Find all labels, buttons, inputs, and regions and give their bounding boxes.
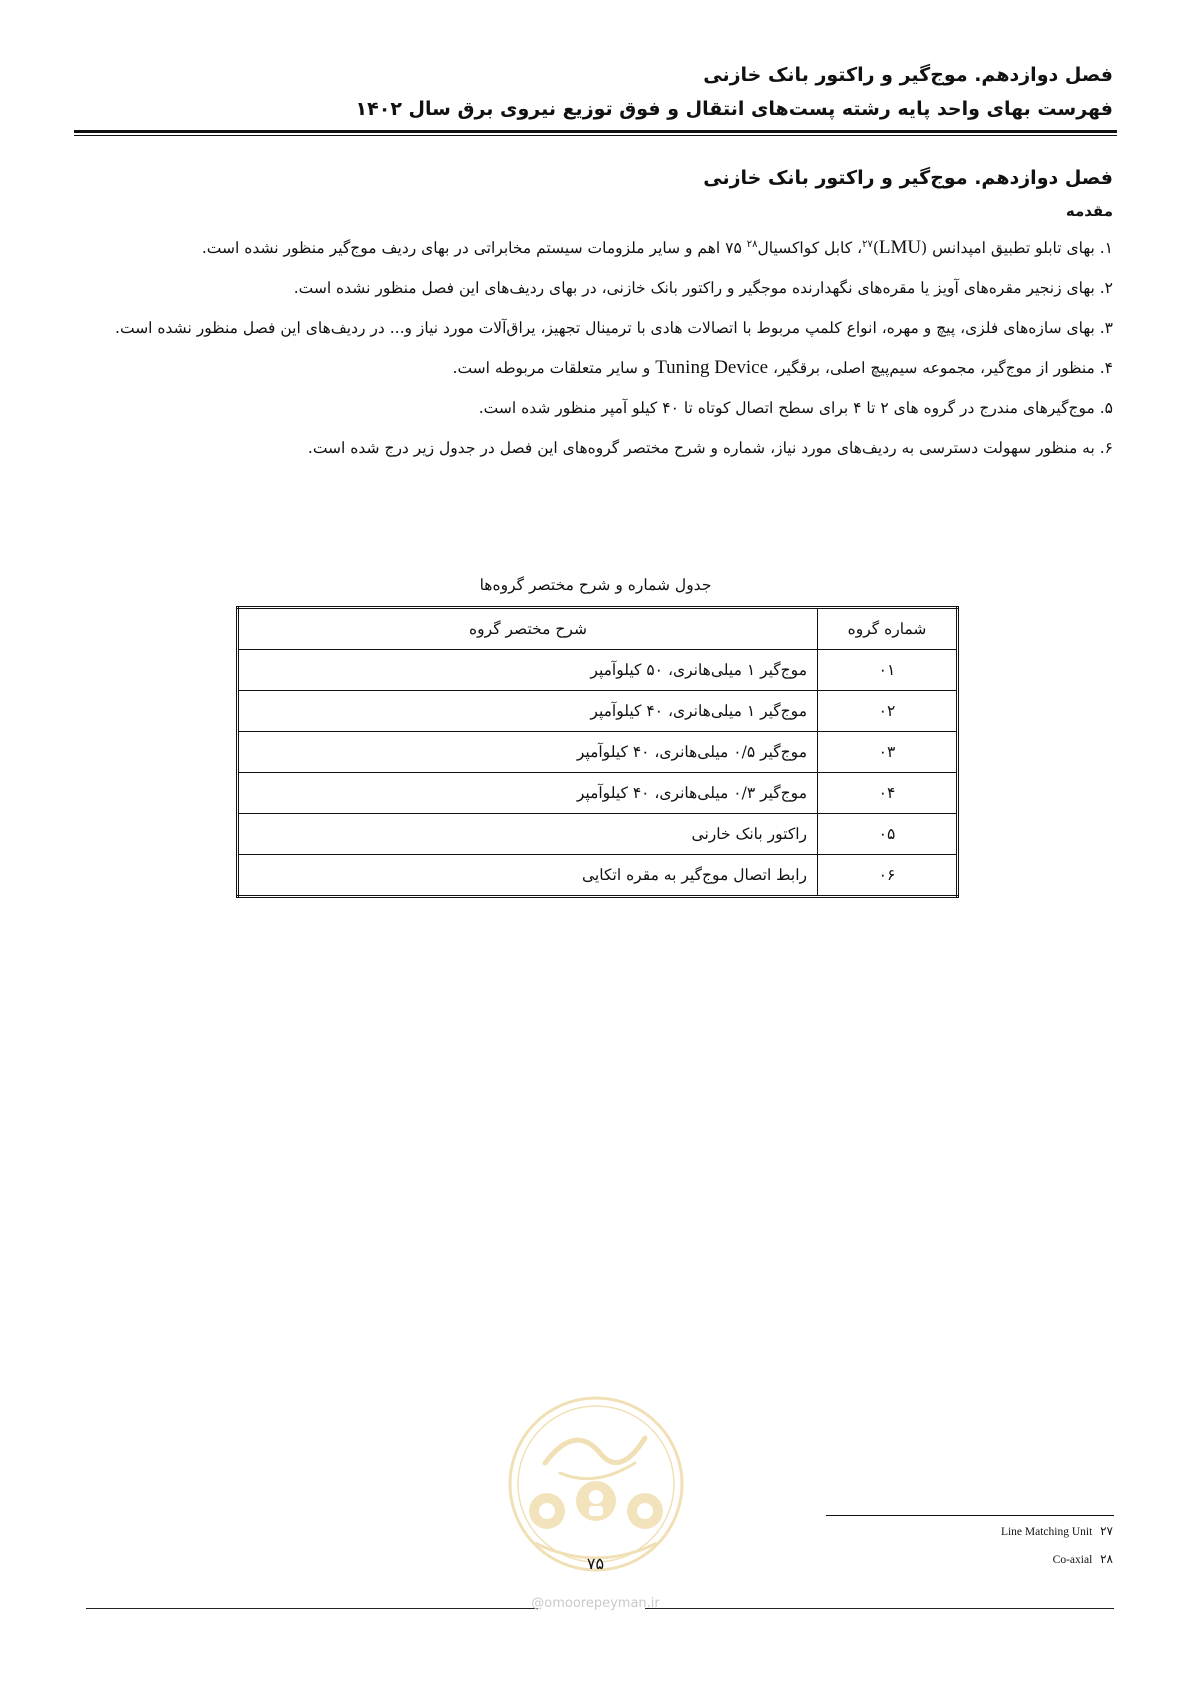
- footnote-number: ۲۷: [1100, 1524, 1113, 1538]
- footnote-rule: [826, 1515, 1114, 1516]
- header-rule-thick: [74, 130, 1117, 133]
- paragraph-4-part-b: و سایر متعلقات مربوطه است.: [452, 359, 656, 377]
- table-caption: جدول شماره و شرح مختصر گروه‌ها: [479, 576, 712, 594]
- paragraph-1-part-a: ۱. بهای تابلو تطبیق امپدانس (: [921, 239, 1113, 257]
- document-body: [86, 160, 1113, 468]
- footnote-ref-28[interactable]: ۲۸: [746, 238, 758, 250]
- footnote-ref-27[interactable]: ۲۷: [862, 238, 873, 250]
- group-number: ۰۴: [818, 773, 958, 814]
- group-number: ۰۱: [818, 650, 958, 691]
- table-row: [238, 814, 958, 855]
- paragraph-2: ۲. بهای زنجیر مقره‌های آویز یا مقره‌های نگهدارنده موجگیر و راکتور بانک خازنی، در بهای ردیف‌های این فصل منظور نشده است.: [293, 279, 1113, 297]
- footnote-text: Line Matching Unit: [1000, 1526, 1093, 1538]
- groups-table-wrapper: [236, 606, 959, 898]
- group-number: ۰۵: [818, 814, 958, 855]
- watermark-url: @omoorepeyman.ir: [531, 1596, 660, 1611]
- footnote-text: Co-axial: [1052, 1554, 1093, 1566]
- table-row: [238, 691, 958, 732]
- paragraph-6: ۶. به منظور سهولت دسترسی به ردیف‌های مورد نیاز، شماره و شرح مختصر گروه‌های این فصل در جدول زیر درج شده است.: [307, 439, 1113, 457]
- footnote-27: [1001, 1524, 1113, 1538]
- table-row: [238, 650, 958, 691]
- group-number: ۰۶: [818, 855, 958, 897]
- header-rule-thin: [74, 135, 1117, 136]
- group-description: رابط اتصال موج‌گیر به مقره اتکایی: [238, 855, 818, 897]
- header-group-description: شرح مختصر گروه: [238, 608, 818, 650]
- tuning-device-term: Tuning Device: [655, 357, 769, 378]
- group-description: راکتور بانک خارنی: [238, 814, 818, 855]
- paragraph-5: ۵. موج‌گیرهای مندرج در گروه های ۲ تا ۴ برای سطح اتصال کوتاه تا ۴۰ کیلو آمپر منظور شده است.: [478, 399, 1113, 417]
- header-title-line: فهرست بهای واحد پایه رشته پست‌های انتقال و فوق توزیع نیروی برق سال ۱۴۰۲: [355, 98, 1113, 120]
- paragraph-1: [86, 228, 1113, 268]
- paragraph-3: ۳. بهای سازه‌های فلزی، پیچ و مهره، انواع کلمپ مربوط با اتصالات هادی با ترمینال تجهیز، یراق‌آلات مورد نیاز و... در ردیف‌های این فصل منظور نشده است.: [115, 319, 1113, 337]
- paragraph-1-part-c: ، کابل کواکسیال: [757, 239, 863, 257]
- group-description: موج‌گیر ۱ میلی‌هانری، ۵۰ کیلوآمپر: [238, 650, 818, 691]
- table-row: [238, 773, 958, 814]
- header-chapter-line: فصل دوازدهم. موج‌گیر و راکتور بانک خازنی: [703, 64, 1113, 86]
- group-description: موج‌گیر ۰/۵ میلی‌هانری، ۴۰ کیلوآمپر: [238, 732, 818, 773]
- page-number: ۷۵: [586, 1554, 605, 1573]
- paragraph-1-part-d: ۷۵ اهم و سایر ملزومات سیستم مخابراتی در بهای ردیف موج‌گیر منظور نشده است.: [201, 239, 747, 257]
- paragraph-1-part-b: ): [872, 239, 879, 257]
- header-group-number: شماره گروه: [818, 608, 958, 650]
- watermark-logo-icon: [505, 1393, 687, 1575]
- intro-heading: مقدمه: [1065, 202, 1113, 220]
- table-header-row: [238, 608, 958, 650]
- paragraph-4-part-a: ۴. منظور از موج‌گیر، مجموعه سیم‌پیچ اصلی، برقگیر،: [768, 359, 1113, 377]
- groups-table: [236, 606, 959, 898]
- group-number: ۰۲: [818, 691, 958, 732]
- footnote-number: ۲۸: [1100, 1552, 1113, 1566]
- group-description: موج‌گیر ۰/۳ میلی‌هانری، ۴۰ کیلوآمپر: [238, 773, 818, 814]
- table-row: [238, 855, 958, 897]
- lmu-term: LMU: [878, 237, 922, 258]
- group-description: موج‌گیر ۱ میلی‌هانری، ۴۰ کیلوآمپر: [238, 691, 818, 732]
- group-number: ۰۳: [818, 732, 958, 773]
- chapter-title: فصل دوازدهم. موج‌گیر و راکتور بانک خازنی: [703, 167, 1113, 189]
- paragraph-4: [86, 348, 1113, 388]
- table-row: [238, 732, 958, 773]
- running-header: [356, 58, 1113, 126]
